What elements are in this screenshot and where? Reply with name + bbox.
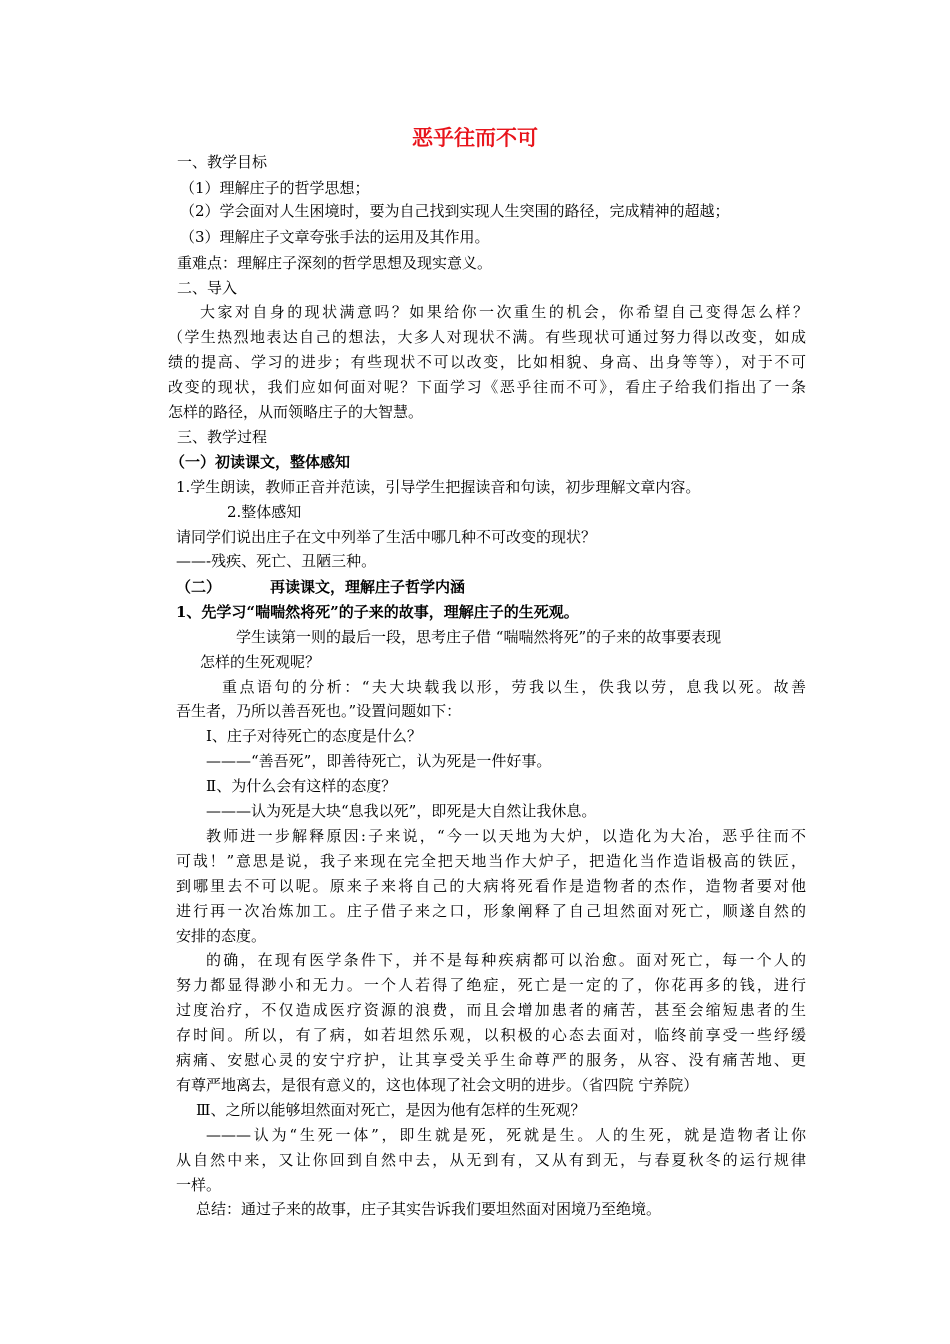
part2-answer-2: ———认为死是大块“息我以死”，即死是大自然让我休息。 [206,802,597,820]
part2-question-2: Ⅱ、为什么会有这样的态度？ [206,777,397,795]
medical-line: 努力都显得渺小和无力。一个人若得了绝症，死亡是一定的了，你花再多的钱，进行 [176,976,806,994]
part2-line: 重点语句的分析：“夫大块载我以形，劳我以生，佚我以劳，息我以死。故善 [222,678,806,696]
summary: 总结：通过子来的故事，庄子其实告诉我们要坦然面对困境乃至绝境。 [196,1200,662,1218]
part2-heading: 再读课文，理解庄子哲学内涵 [270,578,466,596]
medical-line: 过度治疗，不仅造成医疗资源的浪费，而且会增加患者的痛苦，甚至会缩短患者的生 [176,1001,806,1019]
part1-item-2: 2.整体感知 [227,503,302,521]
part2-subheading: 1、先学习“喘喘然将死”的子来的故事，理解庄子的生死观。 [176,603,579,621]
part2-answer-3: 一样。 [176,1176,222,1194]
explanation-line: 安排的态度。 [176,927,267,945]
intro-line-2: （学生热烈地表达自己的想法，大多人对现状不满。有些现状可通过努力得以改变，如成 [168,328,806,346]
part1-heading: （一）初读课文，整体感知 [170,453,351,471]
intro-line-5: 怎样的路径，从而领略庄子的大智慧。 [168,403,424,421]
document-title: 恶乎往而不可 [412,126,538,150]
part2-line: 学生读第一则的最后一段，思考庄子借 “喘喘然将死”的子来的故事要表现 [236,628,722,646]
medical-line: 的确，在现有医学条件下，并不是每种疾病都可以治愈。面对死亡，每一个人的 [206,951,806,969]
medical-line: 存时间。所以，有了病，如若坦然乐观，以积极的心态去面对，临终前享受一些纾缓 [176,1026,806,1044]
part2-label: （二） [176,578,222,596]
part2-question-1: Ⅰ、庄子对待死亡的态度是什么？ [206,727,422,745]
explanation-line: 进行再一次冶炼加工。庄子借子来之口，形象阐释了自己坦然面对死亡，顺遂自然的 [176,902,806,920]
part2-answer-3: ———认为“生死一体”，即生就是死，死就是生。人的生死，就是造物者让你 [206,1126,806,1144]
part1-item-1: 1.学生朗读，教师正音并范读，引导学生把握读音和句读，初步理解文章内容。 [176,478,701,496]
explanation-line: 教师进一步解释原因:子来说，“今一以天地为大炉，以造化为大冶，恶乎往而不 [206,827,806,845]
section-heading-goals: 一、教学目标 [177,153,268,171]
part2-answer-3: 从自然中来，又让你回到自然中去，从无到有，又从有到无，与春夏秋冬的运行规律 [176,1151,806,1169]
goal-item-2: （2）学会面对人生困境时，要为自己找到实现人生突围的路径，完成精神的超越； [180,202,730,220]
intro-line-3: 绩的提高、学习的进步；有些现状不可以改变，比如相貌、身高、出身等等），对于不可 [168,353,806,371]
part2-line: 吾生者，乃所以善吾死也。”设置问题如下： [176,702,462,720]
key-point: 重难点：理解庄子深刻的哲学思想及现实意义。 [177,254,493,272]
part1-answer: ——-残疾、死亡、丑陋三种。 [176,552,377,570]
section-heading-intro: 二、导入 [177,279,238,297]
goal-item-1: （1）理解庄子的哲学思想； [180,179,370,197]
intro-line-4: 改变的现状，我们应如何面对呢？下面学习《恶乎往而不可》，看庄子给我们指出了一条 [168,378,806,396]
part1-question: 请同学们说出庄子在文中列举了生活中哪几种不可改变的现状？ [176,528,597,546]
part2-question-3: Ⅲ、之所以能够坦然面对死亡，是因为他有怎样的生死观？ [196,1101,586,1119]
medical-line: 有尊严地离去，是很有意义的，这也体现了社会文明的进步。（省四院 宁养院） [176,1076,699,1094]
goal-item-3: （3）理解庄子文章夸张手法的运用及其作用。 [180,228,490,246]
intro-line-1: 大家对自身的现状满意吗？如果给你一次重生的机会，你希望自己变得怎么样？ [200,303,808,321]
explanation-line: 到哪里去不可以呢。原来子来将自己的大病将死看作是造物者的杰作，造物者要对他 [176,877,806,895]
explanation-line: 可哉！”意思是说，我子来现在完全把天地当作大炉子，把造化当作造诣极高的铁匠， [176,852,806,870]
part2-answer-1: ———“善吾死”，即善待死亡，认为死是一件好事。 [206,752,552,770]
section-heading-process: 三、教学过程 [177,428,268,446]
medical-line: 病痛、安慰心灵的安宁疗护，让其享受关乎生命尊严的服务，从容、没有痛苦地、更 [176,1051,806,1069]
part2-line: 怎样的生死观呢？ [200,653,321,671]
